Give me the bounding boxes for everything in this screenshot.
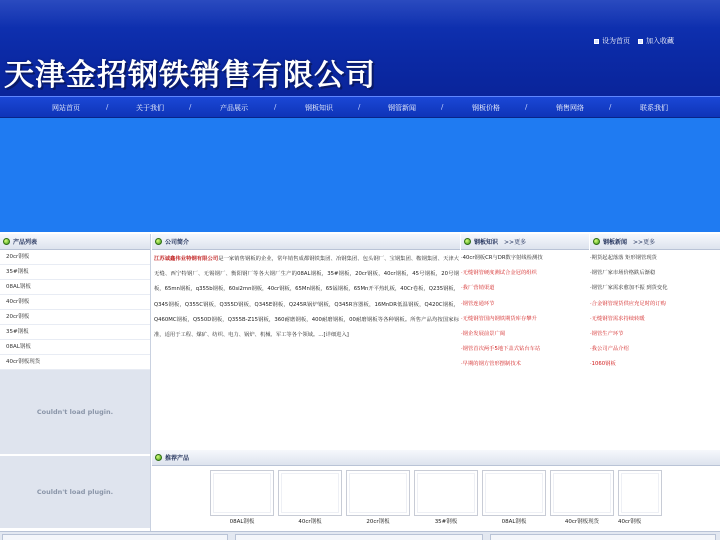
product-category-item[interactable]: 40cr钢板 (0, 295, 150, 310)
nav-separator: / (441, 103, 444, 111)
product-category-item[interactable]: 20cr钢板 (0, 310, 150, 325)
product-category-list (0, 250, 150, 370)
product-category-item[interactable]: 08AL钢板 (0, 280, 150, 295)
bullet-icon (155, 454, 162, 461)
plugin-placeholder: Couldn't load plugin. (0, 370, 150, 454)
site-header (0, 0, 720, 96)
knowledge-item[interactable]: ·40cr钢板CR与DR数字射线检测技 (461, 255, 543, 261)
nav-item-pipe-news[interactable]: 钢管新闻 (388, 104, 416, 112)
favorite-icon (638, 39, 643, 44)
news-panel-title: 钢板新闻 (603, 239, 628, 246)
add-favorite-label: 加入收藏 (646, 37, 674, 45)
bottom-panel (490, 534, 716, 540)
product-category-item[interactable]: 35#钢板 (0, 325, 150, 340)
product-label[interactable]: 40cr钢板 (298, 519, 322, 525)
about-text (154, 252, 459, 343)
product-thumbnail[interactable] (618, 470, 662, 516)
knowledge-panel-header (461, 234, 589, 250)
product-label[interactable]: 40cr钢板现货 (564, 519, 600, 525)
main-nav (0, 96, 720, 118)
news-item[interactable]: ·1060钢板 (590, 361, 616, 368)
product-label[interactable]: 08AL钢板 (229, 519, 255, 525)
recommend-panel-header (152, 450, 720, 466)
product-thumbnail[interactable] (346, 470, 410, 516)
nav-item-sales-network[interactable]: 销售网络 (556, 104, 584, 112)
nav-item-about[interactable]: 关于我们 (136, 104, 164, 112)
knowledge-item[interactable]: ·钢管连通环节 (461, 300, 495, 307)
news-item[interactable]: ·钢管生产环节 (590, 330, 624, 337)
knowledge-item[interactable]: ·无缝钢管国内钢铁期货库存攀升 (461, 315, 537, 322)
bottom-panel (2, 534, 228, 540)
product-category-item[interactable]: 08AL钢板 (0, 340, 150, 355)
knowledge-item[interactable]: ·无缝钢管硬度测试合金冠的组织 (461, 270, 537, 277)
knowledge-item[interactable]: ·钢企发展前景广阔 (461, 330, 506, 337)
product-thumbnail[interactable] (550, 470, 614, 516)
nav-separator: / (609, 103, 612, 111)
nav-item-prices[interactable]: 钢板价格 (472, 104, 500, 112)
knowledge-more-link[interactable]: >>更多 (504, 239, 527, 246)
product-label[interactable]: 35#钢板 (434, 519, 458, 525)
company-name: 天津金招钢铁销售有限公司 (4, 58, 376, 93)
about-body: 是一家销售钢板的企业，常年销售成都钢铁集团、冶钢集团、包头钢厂、宝钢集团、鞍钢集团、天津大无缝、西宁特钢厂、无锡钢厂、衡阳钢厂等各大钢厂生产的08AL钢板，35#钢板，20cr钢板，40cr钢板，45号钢板，20号钢板，65mn钢板，q355b钢板，60si2mn钢板，40cr钢板，65Mn钢板，65锰钢板，65Mn开平热轧板，40Cr卷板，Q235钢板，Q345钢板，Q355C钢板，Q355D钢板，Q345E钢板，Q245R锅炉钢板，Q345R容器板，16MnDR低温钢板，Q420C钢板，Q460MC钢板，Q550D钢板，Q355B-Z15钢板，360耐磨钢板，400耐磨钢板，00耐磨钢板等各种钢板。所售产品均按国家标准，适用于工程、煤矿、纺织、电力、锅炉、机械、军工等各个领域。 (154, 256, 459, 339)
set-homepage-link[interactable] (594, 36, 630, 46)
knowledge-item[interactable]: ·钢管首次两手5地下盖式钻台车站 (461, 346, 541, 353)
product-category-item[interactable]: 40cr钢板现货 (0, 355, 150, 370)
products-panel-title: 产品列表 (13, 239, 38, 246)
product-category-item[interactable]: 20cr钢板 (0, 250, 150, 265)
nav-separator: / (274, 103, 277, 111)
news-item[interactable]: ·期货起起落落 矩形钢管现货 (590, 255, 657, 261)
banner (0, 118, 720, 232)
products-panel-header (0, 234, 150, 250)
news-item[interactable]: ·无缝钢管需求持续转暖 (590, 315, 645, 322)
news-panel-header (590, 234, 720, 250)
about-detail-link[interactable]: …[详细进入] (318, 332, 349, 339)
bullet-icon (593, 238, 600, 245)
product-label[interactable]: 20cr钢板 (366, 519, 390, 525)
about-panel-title: 公司简介 (165, 239, 190, 246)
nav-separator: / (525, 103, 528, 111)
header-shine (0, 0, 720, 28)
company-highlight: 江苏诚鑫伟业特钢有限公司 (154, 256, 219, 262)
product-thumbnail[interactable] (210, 470, 274, 516)
news-item[interactable]: ·钢管厂家市场价格跌后渐稳 (590, 270, 656, 277)
bullet-icon (3, 238, 10, 245)
recommend-panel-title: 推荐产品 (165, 455, 190, 462)
plugin-placeholder: Couldn't load plugin. (0, 456, 150, 528)
home-icon (594, 39, 599, 44)
knowledge-item[interactable]: ·我厂营销渠道 (461, 285, 495, 292)
news-item[interactable]: ·钢管厂家需求愈加不振 到货变化 (590, 285, 668, 292)
left-sidebar (0, 234, 151, 540)
nav-item-contact[interactable]: 联系我们 (640, 104, 668, 112)
product-label[interactable]: 08AL钢板 (501, 519, 527, 525)
bullet-icon (155, 238, 162, 245)
bottom-panel (235, 534, 483, 540)
news-list (590, 251, 718, 373)
news-item[interactable]: ·我公司产品介绍 (590, 346, 629, 353)
set-homepage-label: 设为首页 (602, 37, 630, 45)
nav-separator: / (358, 103, 361, 111)
product-thumbnail[interactable] (278, 470, 342, 516)
nav-item-products[interactable]: 产品展示 (220, 104, 248, 112)
knowledge-list (461, 251, 589, 373)
about-panel-header (152, 234, 460, 250)
nav-separator: / (189, 103, 192, 111)
product-thumbnail[interactable] (414, 470, 478, 516)
nav-separator: / (106, 103, 109, 111)
news-more-link[interactable]: >>更多 (633, 239, 656, 246)
news-item[interactable]: ·合金钢管现货供应充足时的订购 (590, 300, 666, 307)
product-label[interactable]: 40cr钢板 (618, 519, 642, 525)
knowledge-panel-title: 钢板知识 (474, 239, 499, 246)
nav-item-home[interactable]: 网站首页 (52, 104, 80, 112)
bullet-icon (464, 238, 471, 245)
product-category-item[interactable]: 35#钢板 (0, 265, 150, 280)
product-thumbnail[interactable] (482, 470, 546, 516)
knowledge-item[interactable]: ·早期的钢方管形摆制技术 (461, 361, 521, 368)
nav-item-knowledge[interactable]: 钢板知识 (305, 104, 333, 112)
add-favorite-link[interactable] (638, 36, 674, 46)
top-links (594, 36, 674, 46)
